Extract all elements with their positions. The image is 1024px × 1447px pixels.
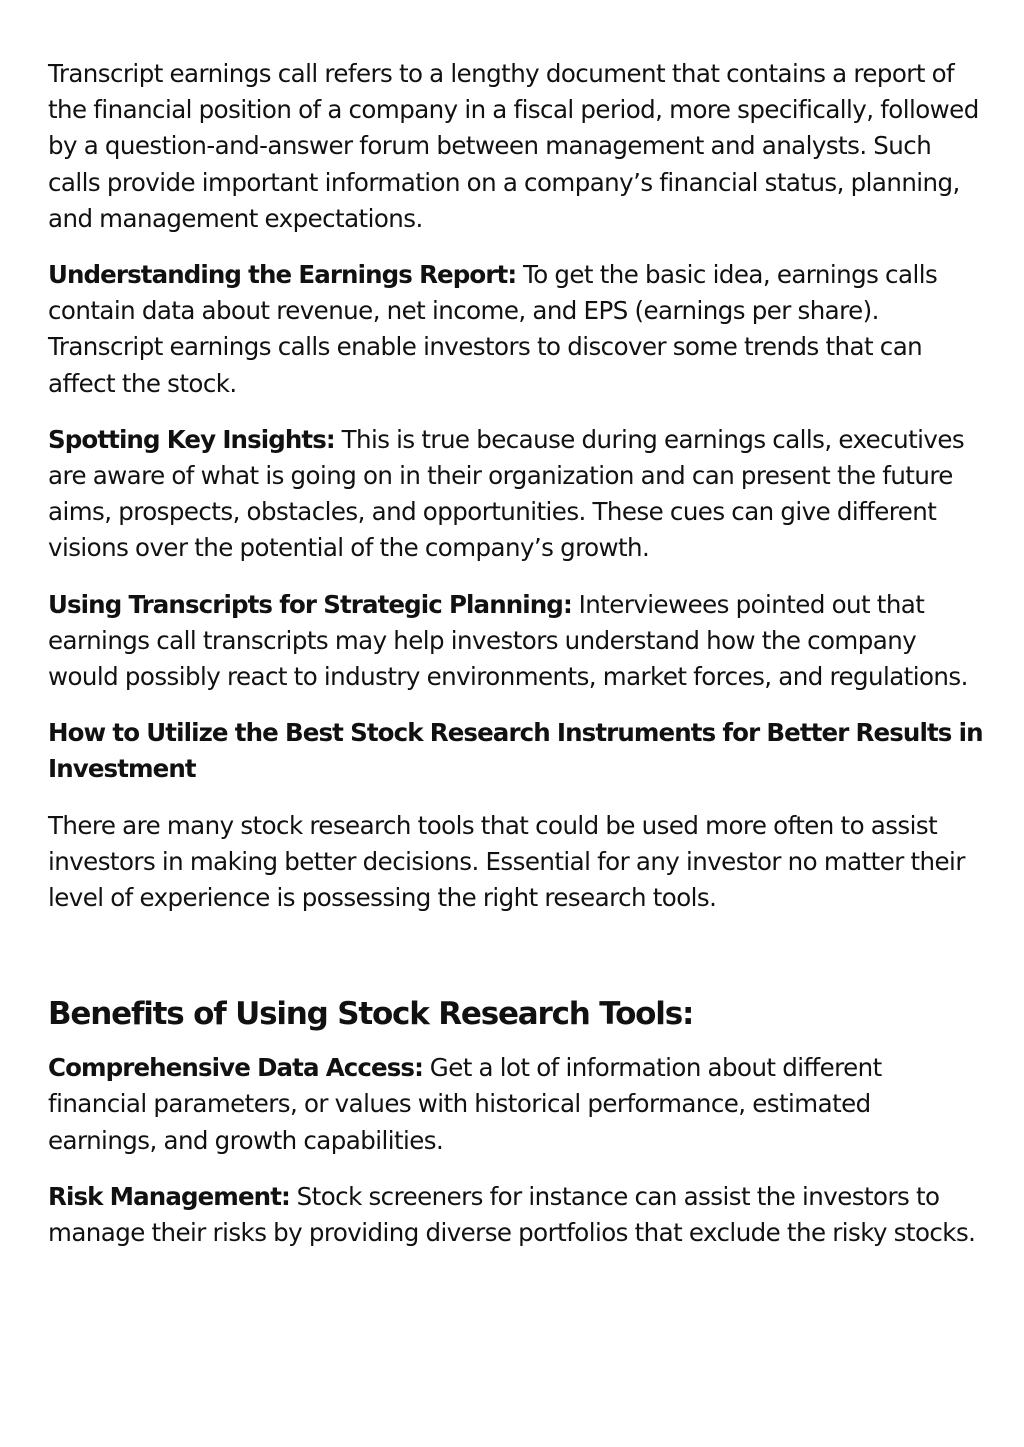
point-lead: Understanding the Earnings Report:: [48, 260, 517, 290]
benefit-text: Get a lot of information about different financial parameters, or values with historical performance, estimated earnings, and growth capabilities.: [48, 1053, 882, 1155]
benefit-lead: Comprehensive Data Access:: [48, 1053, 424, 1083]
document-page: [48, 56, 983, 1271]
point-text: This is true because during earnings calls, executives are aware of what is going on in their organization and can present the future aims, prospects, obstacles, and opportunities. These cues can give different visions over the potential of the company’s growth.: [48, 424, 965, 563]
point-text: To get the basic idea, earnings calls contain data about revenue, net income, and EPS (earnings per share). Transcript earnings calls enable investors to discover some trends that can affect the stock.: [48, 260, 938, 398]
point-key-insights: [48, 422, 983, 567]
point-lead: Spotting Key Insights:: [48, 424, 335, 454]
point-text: Interviewees pointed out that earnings call transcripts may help investors understand how the company would possibly react to industry environments, market forces, and regulations.: [48, 589, 968, 692]
benefit-lead: Risk Management:: [48, 1181, 290, 1211]
intro-paragraph: Transcript earnings call refers to a lengthy document that contains a report of the financial position of a company in a fiscal period, more specifically, followed by a question-and-answer forum between management and analysts. Such calls provide important information on a company’s financial status, planning, and management expectations.: [48, 59, 979, 233]
subheading-body: There are many stock research tools that could be used more often to assist investors in making better decisions. Essential for any investor no matter their level of experience is possessing the right research tools.: [48, 810, 965, 913]
benefits-heading: Benefits of Using Stock Research Tools:: [48, 996, 694, 1033]
benefit-text: Stock screeners for instance can assist the investors to manage their risks by providing diverse portfolios that exclude the risky stocks.: [48, 1181, 976, 1248]
benefit-risk-management: [48, 1179, 983, 1251]
point-strategic-planning: [48, 587, 983, 696]
point-earnings-report: [48, 257, 983, 402]
point-lead: Using Transcripts for Strategic Planning:: [48, 589, 572, 619]
subheading: How to Utilize the Best Stock Research Instruments for Better Results in Investment: [48, 718, 983, 784]
benefit-data-access: [48, 1050, 983, 1159]
